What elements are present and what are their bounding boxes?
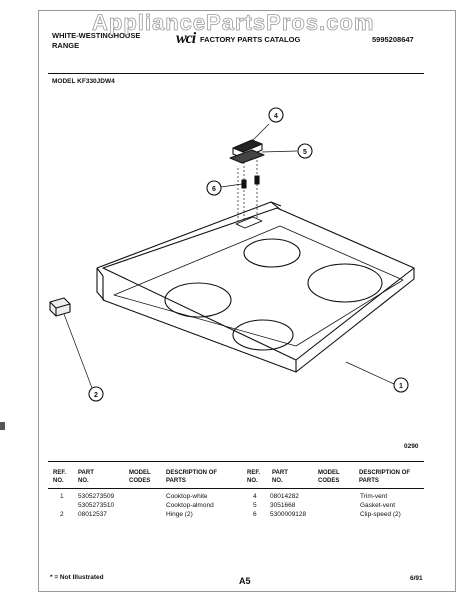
burner-opening-rear-left xyxy=(244,239,300,267)
table-row-left-2-part: 08012537 xyxy=(78,511,107,518)
table-row-right-0-ref: 4 xyxy=(253,493,257,500)
table-row-right-0-desc: Trim-vent xyxy=(360,493,388,500)
table-row-left-0-desc: Cooktop-white xyxy=(166,493,208,500)
table-row-left-0-part: 5305273509 xyxy=(78,493,115,500)
table-top-rule xyxy=(48,461,424,462)
catalog-title: FACTORY PARTS CATALOG xyxy=(200,35,301,44)
table-row-left-2-desc: Hinge (2) xyxy=(166,511,193,518)
cooktop-top xyxy=(103,208,414,360)
table-header-rule xyxy=(48,488,424,489)
table-row-right-2-desc: Clip-speed (2) xyxy=(360,511,401,518)
burner-opening-rear-right xyxy=(308,264,382,302)
table-row-right-2-ref: 6 xyxy=(253,511,257,518)
callout-1: 1 xyxy=(399,383,403,390)
table-row-left-0-ref: 1 xyxy=(60,493,64,500)
revision-date: 6/91 xyxy=(410,575,423,582)
th-codes-left: MODEL CODES xyxy=(129,470,151,484)
callout-5: 5 xyxy=(303,149,307,156)
th-part-right: PART NO. xyxy=(272,470,288,484)
catalog-number: 5995208647 xyxy=(372,35,414,44)
table-row-right-0-part: 08014282 xyxy=(270,493,299,500)
brand-line1: WHITE-WESTINGHOUSE xyxy=(52,31,141,40)
burner-opening-front-right xyxy=(233,320,293,350)
page-number: A5 xyxy=(239,576,251,586)
not-illustrated-note: * = Not Illustrated xyxy=(50,574,104,581)
wci-logo: wci xyxy=(176,30,196,47)
table-row-right-1-part: 3051668 xyxy=(270,502,296,509)
callout-4: 4 xyxy=(274,113,278,120)
cooktop-front-edge xyxy=(103,300,296,372)
th-desc-right: DESCRIPTION OF PARTS xyxy=(359,470,411,484)
trim-vent-part xyxy=(233,140,262,152)
burner-opening-front-left xyxy=(165,283,231,317)
table-row-left-2-ref: 2 xyxy=(60,511,64,518)
table-row-right-1-ref: 5 xyxy=(253,502,257,509)
table-row-left-1-part: 5305273510 xyxy=(78,502,115,509)
figure-code: 0290 xyxy=(404,443,419,450)
th-desc-left: DESCRIPTION OF PARTS xyxy=(166,470,218,484)
table-row-left-1-desc: Cooktop-almond xyxy=(166,502,214,509)
callout-6: 6 xyxy=(212,186,216,193)
table-row-right-1-desc: Gasket-vent xyxy=(360,502,396,509)
th-part-left: PART NO. xyxy=(78,470,94,484)
clip-speed-part xyxy=(242,180,246,188)
gasket-vent-part xyxy=(230,150,264,163)
th-ref-right: REF. NO. xyxy=(247,470,261,484)
watermark: AppliancePartsPros.com xyxy=(92,10,375,35)
callout-2: 2 xyxy=(94,392,98,399)
model-label: MODEL KF330JDW4 xyxy=(52,78,115,85)
th-codes-right: MODEL CODES xyxy=(318,470,340,484)
th-ref-left: REF. NO. xyxy=(53,470,67,484)
brand-line2: RANGE xyxy=(52,41,80,50)
table-row-right-2-part: 5300009128 xyxy=(270,511,307,518)
